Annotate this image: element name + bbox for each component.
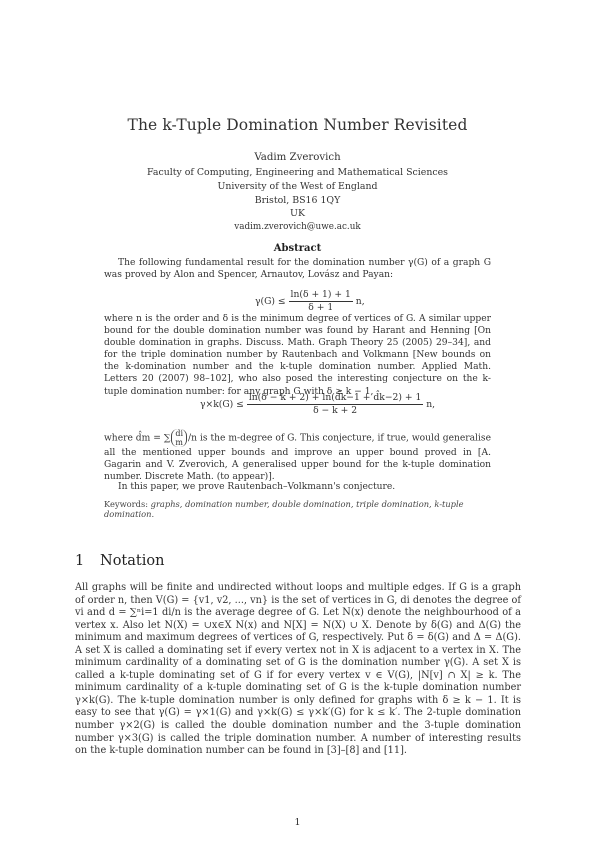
formula1-denominator: δ + 1 [308, 302, 334, 313]
m-degree-prefix: where d̂m = ∑ [104, 433, 171, 444]
author-email: vadim.zverovich@uwe.ac.uk [234, 222, 361, 232]
formula2-fraction [247, 392, 424, 417]
abstract-paragraph-4: In this paper, we prove Rautenbach–Volkmann's conjecture. [118, 482, 396, 492]
binomial-coefficient [171, 429, 187, 447]
abstract-paragraph-3 [104, 429, 491, 483]
section-heading [75, 553, 164, 569]
keywords-line [104, 499, 491, 519]
abstract-heading: Abstract [273, 243, 322, 254]
formula2-denominator: δ − k + 2 [313, 405, 358, 416]
formula-conjecture [200, 392, 435, 417]
affiliation-line-3: Bristol, BS16 1QY [254, 195, 341, 206]
formula1-fraction [289, 289, 353, 314]
binomial-top: di [175, 429, 184, 438]
formula2-numerator: ln(δ − k + 2) + ln(d̂k−1 + d̂k−2) + 1 [248, 392, 422, 403]
formula-domination-bound [255, 289, 365, 314]
notation-paragraph: All graphs will be finite and undirected without loops and multiple edges. If G is a graph of order n, then V(G) = {v1, v2, ..., vn} is the set of vertices in G, di denotes the degree of vi and d = ∑ⁿi=1 di/n is the average degree of G. Let N(x) denote the neighbourhood of a vertex x. Also let N(X) = ∪x∈X N(x) and N[X] = N(X) ∪ X. Denote by δ(G) and Δ(G) the minimum and maximum degrees of vertices of G, respectively. Put δ = δ(G) and Δ = Δ(G). A set X is called a dominating set if every vertex not in X is adjacent to a vertex in X. The minimum cardinality of a dominating set of G is the domination number γ(G). A set X is called a k-tuple dominating set of G if for every vertex v ∈ V(G), |N[v] ∩ X| ≥ k. The minimum cardinality of a k-tuple dominating set of G is the k-tuple domination number γ×k(G). The k-tuple domination number is only defined for graphs with δ ≥ k − 1. It is easy to see that γ(G) = γ×1(G) and γ×k(G) ≤ γ×k′(G) for k ≤ k′. The 2-tuple domination number γ×2(G) is called the double domination number and the 3-tuple domination number γ×3(G) is called the triple domination number. A number of interesting results on the k-tuple domination number can be found in [3]–[8] and [11]. [75, 582, 521, 757]
author-name: Vadim Zverovich [254, 152, 341, 163]
formula2-lhs: γ×k(G) ≤ [200, 399, 244, 410]
affiliation-line-1: Faculty of Computing, Engineering and Mathematical Sciences [147, 167, 448, 178]
affiliation-line-2: University of the West of England [217, 181, 378, 192]
section-title: Notation [100, 553, 165, 569]
binomial-bottom: m [175, 438, 183, 447]
section-number: 1 [75, 553, 85, 569]
keywords-list: graphs, domination number, double domination, triple domination, k-tuple domination. [104, 499, 464, 519]
m-degree-suffix: /n is the m-degree of G. This conjecture, if true, would generalise all the mentioned upper bounds and improve an upper bound proved in [A. Gagarin and V. Zverovich, A generalised upper bound for the k-tuple domination number. Discrete Math. (to appear)]. [104, 433, 491, 483]
formula1-numerator: ln(δ + 1) + 1 [290, 289, 351, 300]
affiliation-line-4: UK [290, 208, 305, 219]
abstract-paragraph-1: The following fundamental result for the domination number γ(G) of a graph G was proved by Alon and Spencer, Arnautov, Lovász and Payan: [104, 258, 491, 281]
paper-title: The k-Tuple Domination Number Revisited [127, 116, 468, 134]
formula1-tail: n, [355, 296, 365, 307]
abstract-paragraph-2: where n is the order and δ is the minimum degree of vertices of G. A similar upper bound for the double domination number was found by Harant and Henning [On double domination in graphs. Discuss. Math. Graph Theory 25 (2005) 29–34], and for the triple domination number by Rautenbach and Volkmann [New bounds on the k-domination number and the k-tuple domination number. Applied Math. Letters 20 (2007) 98–102], who also posed the interesting conjecture on the k-tuple domination number: for any graph G with δ ≥ k − 1, [104, 314, 491, 397]
formula1-lhs: γ(G) ≤ [255, 296, 286, 307]
formula2-tail: n, [426, 399, 436, 410]
page-number: 1 [294, 817, 301, 828]
keywords-label: Keywords: [104, 499, 149, 509]
